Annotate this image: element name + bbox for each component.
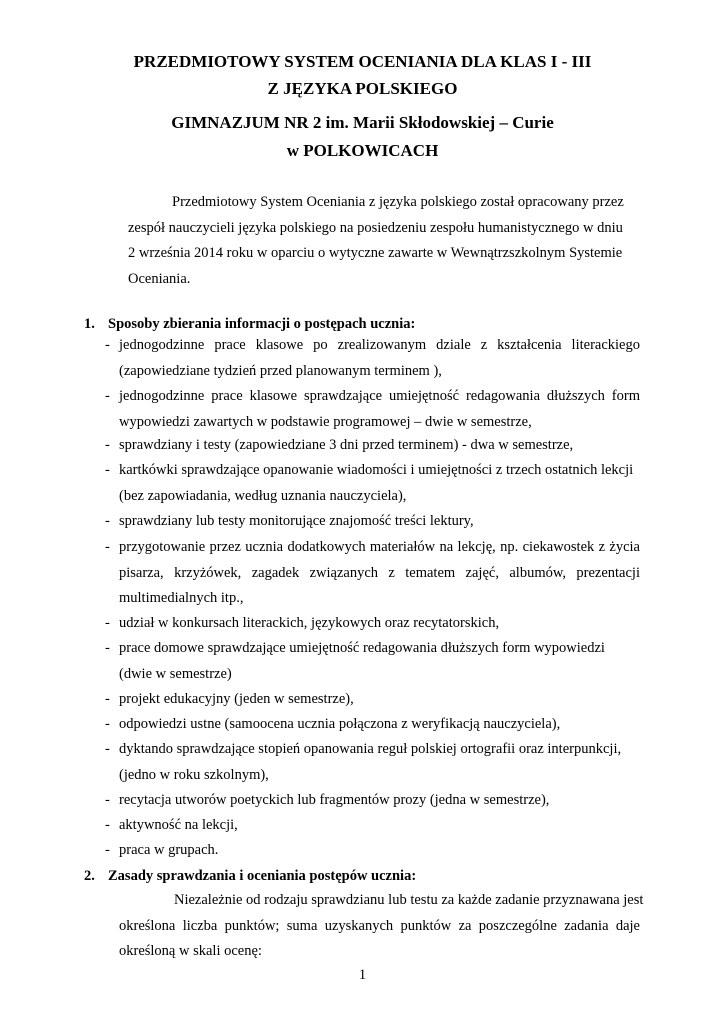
list-item-line: jednogodzinne prace klasowe sprawdzające umiejętność redagowania dłuższych form bbox=[119, 388, 640, 404]
list-item bbox=[105, 458, 640, 509]
list-item-line: recytacja utworów poetyckich lub fragmentów prozy (jedna w semestrze), bbox=[119, 792, 550, 808]
list-item-line: aktywność na lekcji, bbox=[119, 817, 238, 833]
list-item bbox=[105, 687, 640, 713]
list-item bbox=[105, 712, 640, 738]
intro-line-1: Przedmiotowy System Oceniania z języka polskiego został opracowany przez bbox=[172, 194, 624, 210]
section-1-number: 1. bbox=[84, 316, 95, 332]
list-item-line: wypowiedzi zawartych w podstawie programowej – dwie w semestrze, bbox=[119, 413, 532, 430]
list-item-line: dyktando sprawdzające stopień opanowania reguł polskiej ortografii oraz interpunkcji, bbox=[119, 741, 622, 757]
list-item-line: kartkówki sprawdzające opanowanie wiadomości i umiejętności z trzech ostatnich lekcji bbox=[119, 462, 634, 478]
intro-line-4: Oceniania. bbox=[128, 271, 191, 287]
list-item bbox=[105, 813, 640, 839]
list-item-line: (jedno w roku szkolnym), bbox=[119, 766, 269, 783]
list-item bbox=[105, 788, 640, 814]
list-dash: - bbox=[105, 337, 110, 353]
list-item-line: jednogodzinne prace klasowe po zrealizowanym dziale z kształcenia literackiego bbox=[119, 337, 640, 353]
list-item bbox=[105, 433, 640, 459]
section-2-number: 2. bbox=[84, 868, 95, 884]
section-1-heading bbox=[84, 315, 644, 333]
section-2-heading bbox=[84, 867, 644, 885]
list-item-line: przygotowanie przez ucznia dodatkowych materiałów na lekcję, np. ciekawostek z życia bbox=[119, 539, 640, 555]
list-dash: - bbox=[105, 842, 110, 858]
list-dash: - bbox=[105, 716, 110, 732]
list-item bbox=[105, 838, 640, 864]
list-item-line: udział w konkursach literackich, językowych oraz recytatorskich, bbox=[119, 615, 500, 631]
list-item-line: praca w grupach. bbox=[119, 842, 219, 858]
list-item-line: sprawdziany lub testy monitorujące znajomość treści lektury, bbox=[119, 513, 474, 529]
section-2-title: Zasady sprawdzania i oceniania postępów ucznia: bbox=[108, 868, 417, 884]
list-dash: - bbox=[105, 817, 110, 833]
list-item bbox=[105, 737, 640, 788]
list-item-line: odpowiedzi ustne (samoocena ucznia połączona z weryfikacją nauczyciela), bbox=[119, 716, 561, 732]
list-dash: - bbox=[105, 741, 110, 757]
list-dash: - bbox=[105, 640, 110, 656]
list-dash: - bbox=[105, 513, 110, 529]
list-item bbox=[105, 636, 640, 687]
section-2-paragraph-line-1: Niezależnie od rodzaju sprawdzianu lub testu za każde zadanie przyznawana jest bbox=[174, 892, 644, 908]
list-dash: - bbox=[105, 792, 110, 808]
list-item-line: prace domowe sprawdzające umiejętność redagowania dłuższych form wypowiedzi bbox=[119, 640, 605, 656]
title-line-1: PRZEDMIOTOWY SYSTEM OCENIANIA DLA KLAS I - III bbox=[133, 52, 592, 71]
list-item-line: projekt edukacyjny (jeden w semestrze), bbox=[119, 691, 354, 707]
list-item-line: sprawdziany i testy (zapowiedziane 3 dni przed terminem) - dwa w semestrze, bbox=[119, 437, 574, 453]
list-dash: - bbox=[105, 691, 110, 707]
title-line-4: w POLKOWICACH bbox=[286, 141, 439, 160]
list-dash: - bbox=[105, 437, 110, 453]
list-dash: - bbox=[105, 388, 110, 404]
section-1-title: Sposoby zbierania informacji o postępach ucznia: bbox=[108, 316, 416, 332]
list-item-line: (zapowiedziane tydzień przed planowanym terminem ), bbox=[119, 362, 442, 379]
list-item bbox=[105, 611, 640, 637]
list-item bbox=[105, 333, 640, 384]
list-item-line: multimedialnych itp., bbox=[119, 590, 244, 606]
list-item-line: (dwie w semestrze) bbox=[119, 665, 232, 682]
intro-line-2: zespół nauczycieli języka polskiego na posiedzeniu zespołu humanistycznego w dniu bbox=[128, 220, 623, 236]
section-2-paragraph-line-3: określoną w skali ocenę: bbox=[119, 943, 262, 959]
list-item bbox=[105, 384, 640, 435]
list-item-line: (bez zapowiadania, według uznania nauczyciela), bbox=[119, 487, 407, 504]
title-line-3: GIMNAZJUM NR 2 im. Marii Skłodowskiej – Curie bbox=[171, 113, 554, 132]
list-item bbox=[105, 535, 640, 612]
list-dash: - bbox=[105, 462, 110, 478]
intro-line-3: 2 września 2014 roku w oparciu o wytyczne zawarte w Wewnątrzszkolnym Systemie bbox=[128, 245, 623, 261]
list-dash: - bbox=[105, 539, 110, 555]
title-line-2: Z JĘZYKA POLSKIEGO bbox=[267, 79, 458, 98]
list-item-line: pisarza, krzyżówek, zagadek związanych z tematem zajęć, albumów, prezentacji bbox=[119, 564, 640, 581]
list-item bbox=[105, 509, 640, 535]
page-number: 1 bbox=[358, 967, 367, 983]
list-dash: - bbox=[105, 615, 110, 631]
section-2-paragraph-line-2: określona liczba punktów; suma uzyskanych punktów za poszczególne zadania daje bbox=[119, 918, 640, 934]
